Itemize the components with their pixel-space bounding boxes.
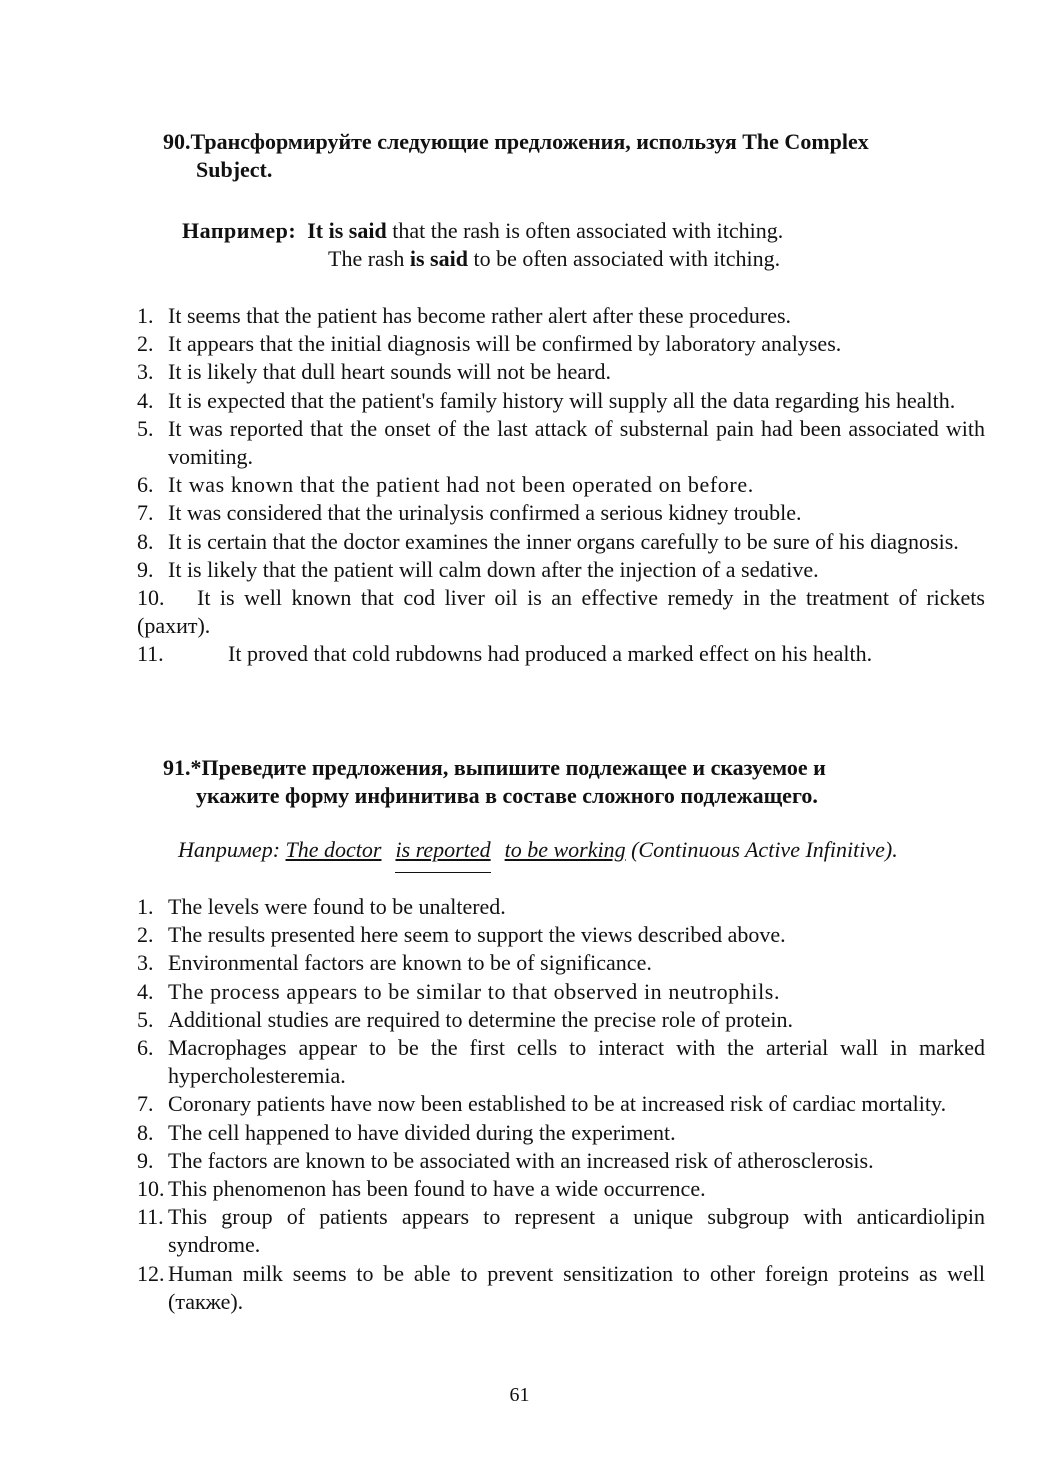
exercise-90-number: 90. <box>163 129 191 154</box>
item-text: It is certain that the doctor examines the inner organs carefully to be sure of his diagnosis. <box>168 528 959 554</box>
item-number: 12. <box>137 1260 165 1286</box>
item-text: Environmental factors are known to be of significance. <box>168 950 652 976</box>
item-number: 4. <box>137 387 154 413</box>
list-item <box>0 330 1039 358</box>
item-number: 2. <box>137 922 154 948</box>
item-number: 1. <box>137 894 154 919</box>
exercise-91-example <box>178 836 988 864</box>
exercise-91-title <box>163 754 923 810</box>
item-number: 2. <box>137 331 154 357</box>
list-item <box>0 556 1039 584</box>
item-text: It is expected that the patient's family history will supply all the data regarding his health. <box>168 387 956 413</box>
list-item <box>0 499 1039 527</box>
item-text: This phenomenon has been found to have a wide occurrence. <box>168 1176 706 1202</box>
list-item <box>0 1006 1039 1034</box>
example-label: Например: <box>182 218 297 243</box>
exercise-90-title <box>163 128 985 184</box>
list-item <box>0 302 1039 330</box>
item-text: Coronary patients have now been established to be at increased risk of cardiac mortality. <box>168 1091 947 1117</box>
item-number: 6. <box>137 1035 154 1061</box>
item-number: 6. <box>137 472 154 498</box>
item-number: 11. <box>137 1204 164 1230</box>
example-subject: The doctor <box>285 837 382 862</box>
exercise-90-list <box>0 302 1039 669</box>
item-text: Additional studies are required to determine the precise role of protein. <box>168 1006 793 1032</box>
item-text: Human milk seems to be able to prevent sensitization to other foreign proteins as well (также). <box>168 1260 985 1314</box>
item-text: It proved that cold rubdowns had produced a marked effect on his health. <box>228 641 873 667</box>
item-number: 4. <box>137 978 154 1004</box>
list-item <box>0 921 1039 949</box>
list-item <box>0 471 1039 499</box>
item-number: 8. <box>137 528 154 554</box>
exercise-91-list <box>0 893 1039 1316</box>
example-note: (Continuous Active Infinitive). <box>631 837 898 862</box>
list-item <box>0 1034 1039 1090</box>
list-item <box>0 584 1039 640</box>
example-line1-rest: that the rash is often associated with itching. <box>386 218 784 243</box>
list-item <box>0 1119 1039 1147</box>
item-number: 10. <box>137 585 165 611</box>
item-number: 10. <box>137 1176 165 1202</box>
page-number: 61 <box>509 1384 530 1406</box>
example-line2-rest: to be often associated with itching. <box>467 246 781 271</box>
exercise-90-title-line2: Subject. <box>196 157 273 182</box>
item-text: It appears that the initial diagnosis will be confirmed by laboratory analyses. <box>168 331 842 357</box>
list-item <box>0 358 1039 386</box>
item-number: 1. <box>137 303 154 328</box>
item-number: 8. <box>137 1119 154 1145</box>
item-text: It is well known that cod liver oil is an effective remedy in the treatment of rickets (рахит). <box>137 585 985 639</box>
item-number: 7. <box>137 500 154 526</box>
list-item <box>0 415 1039 471</box>
example-predicate: is reported <box>395 837 491 862</box>
item-text: The levels were found to be unaltered. <box>168 894 506 919</box>
example-bold-phrase: It is said <box>307 218 387 243</box>
item-text: It seems that the patient has become rather alert after these procedures. <box>168 303 792 328</box>
item-number: 5. <box>137 415 154 441</box>
exercise-91-title-line2: укажите форму инфинитива в составе сложного подлежащего. <box>196 783 818 808</box>
list-item <box>0 640 1039 668</box>
item-text: It was reported that the onset of the last attack of substernal pain had been associated with vomiting. <box>168 415 985 470</box>
list-item <box>0 1090 1039 1118</box>
example-line2-bold: is said <box>409 246 468 271</box>
item-text: The factors are known to be associated with an increased risk of atherosclerosis. <box>168 1147 874 1173</box>
item-text: Macrophages appear to be the first cells to interact with the arterial wall in marked hypercholesteremia. <box>168 1035 985 1089</box>
list-item <box>0 978 1039 1006</box>
item-number: 3. <box>137 359 154 385</box>
example-infinitive: to be working <box>504 837 626 862</box>
list-item <box>0 1203 1039 1259</box>
list-item <box>0 1260 1039 1316</box>
item-number: 9. <box>137 1147 154 1173</box>
list-item <box>0 893 1039 921</box>
item-text: The process appears to be similar to that observed in neutrophils. <box>168 978 781 1004</box>
list-item <box>0 528 1039 556</box>
item-number: 3. <box>137 950 154 976</box>
item-text: It is likely that dull heart sounds will not be heard. <box>168 359 611 385</box>
list-item <box>0 949 1039 977</box>
list-item <box>0 387 1039 415</box>
list-item <box>0 1147 1039 1175</box>
item-text: It was considered that the urinalysis confirmed a serious kidney trouble. <box>168 500 802 526</box>
list-item <box>0 1175 1039 1203</box>
item-text: It is likely that the patient will calm down after the injection of a sedative. <box>168 556 819 582</box>
item-text: This group of patients appears to represent a unique subgroup with anticardiolipin syndrome. <box>168 1204 985 1258</box>
exercise-91-number: 91. <box>163 755 191 780</box>
item-number: 7. <box>137 1091 154 1117</box>
exercise-90-title-line1: Трансформируйте следующие предложения, используя The Complex <box>190 129 869 154</box>
item-number: 11. <box>137 641 164 667</box>
item-number: 5. <box>137 1006 154 1032</box>
example-label: Например: <box>178 837 281 862</box>
exercise-90-example <box>182 217 985 273</box>
item-text: It was known that the patient had not been operated on before. <box>168 472 754 498</box>
item-text: The results presented here seem to support the views described above. <box>168 922 786 948</box>
exercise-91-title-line1: *Преведите предложения, выпишите подлежащее и сказуемое и <box>190 755 826 780</box>
example-line2-pre: The rash <box>328 246 410 271</box>
item-number: 9. <box>137 556 154 582</box>
item-text: The cell happened to have divided during the experiment. <box>168 1119 676 1145</box>
